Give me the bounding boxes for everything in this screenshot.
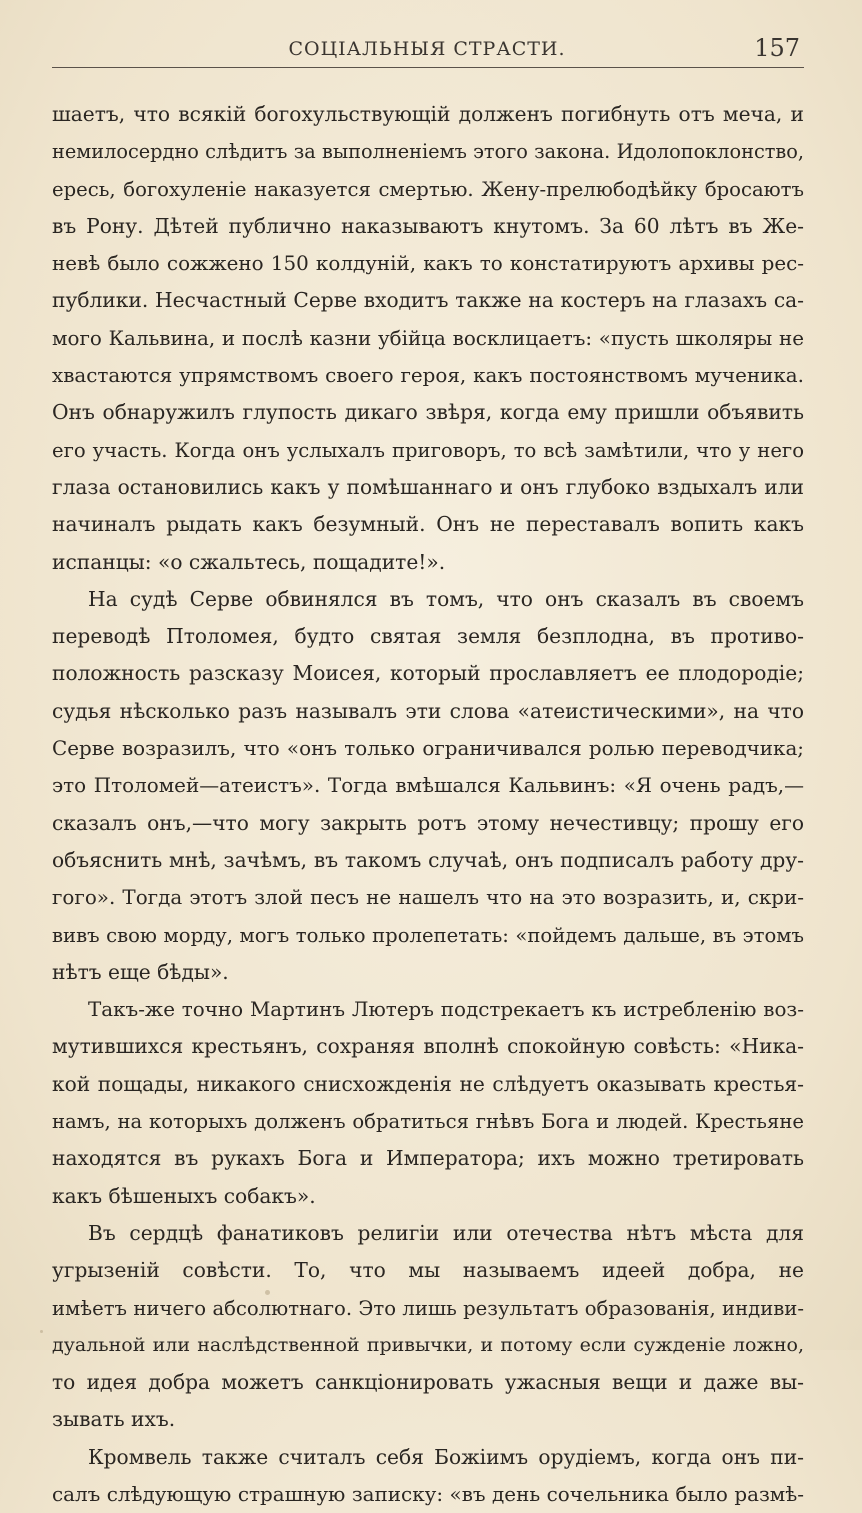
- header-rule: [52, 67, 804, 68]
- text-line: публики. Несчастный Серве входитъ также на костеръ на глазахъ са-: [52, 288, 804, 313]
- text-line: это Птоломей—атеистъ». Тогда вмѣшался Кальвинъ: «Я очень радъ,—: [52, 774, 804, 798]
- text-line: испанцы: «о сжальтесь, пощадите!».: [52, 549, 446, 574]
- text-line: объяснить мнѣ, зачѣмъ, въ такомъ случаѣ, онъ подписалъ работу дру-: [52, 847, 804, 872]
- text-line: кой пощады, никакого снисхожденія не слѣдуетъ оказывать крестья-: [52, 1071, 804, 1096]
- text-line: мутившихся крестьянъ, сохраняя вполнѣ спокойную совѣсть: «Ника-: [52, 1034, 804, 1059]
- text-line: Въ сердцѣ фанатиковъ религіи или отечества нѣтъ мѣста для: [88, 1220, 804, 1245]
- text-line: судья нѣсколько разъ называлъ эти слова «атеистическими», на что: [52, 698, 804, 723]
- text-line: сказалъ онъ,—что могу закрыть ротъ этому нечестивцу; прошу его: [52, 810, 804, 835]
- text-line: дуальной или наслѣдственной привычки, и потому если сужденіе ложно,: [52, 1333, 804, 1356]
- paper-blemish: [265, 1290, 270, 1295]
- text-line: салъ слѣдующую страшную записку: «въ день сочельника было размѣ-: [52, 1482, 804, 1506]
- text-line: положность разсказу Моисея, который прославляетъ ее плодородіе;: [52, 661, 804, 686]
- text-line: начиналъ рыдать какъ безумный. Онъ не переставалъ вопить какъ: [52, 512, 804, 537]
- text-line: зывать ихъ.: [52, 1407, 176, 1432]
- text-line: мого Кальвина, и послѣ казни убійца восклицаетъ: «пусть школяры не: [52, 326, 804, 350]
- text-line: переводѣ Птоломея, будто святая земля безплодна, въ противо-: [52, 624, 804, 649]
- running-title: СОЦІАЛЬНЫЯ СТРАСТИ.: [288, 38, 566, 60]
- text-line: имѣетъ ничего абсолютнаго. Это лишь результатъ образованія, индиви-: [52, 1296, 804, 1320]
- page-body-text: [52, 96, 804, 1513]
- text-line: Онъ обнаружилъ глупость дикаго звѣря, когда ему пришли объявить: [52, 400, 804, 425]
- text-line: угрызеній совѣсти. То, что мы называемъ идеей добра, не: [52, 1258, 804, 1283]
- text-line: находятся въ рукахъ Бога и Императора; ихъ можно третировать: [52, 1146, 804, 1171]
- text-line: намъ, на которыхъ долженъ обратиться гнѣвъ Бога и людей. Крестьяне: [52, 1110, 804, 1134]
- text-line: въ Рону. Дѣтей публично наказываютъ кнутомъ. За 60 лѣтъ въ Же-: [52, 213, 804, 238]
- text-line: невѣ было сожжено 150 колдуній, какъ то констатируютъ архивы рес-: [52, 252, 804, 276]
- text-line: На судѣ Серве обвинялся въ томъ, что онъ сказалъ въ своемъ: [88, 586, 804, 611]
- text-line: глаза остановились какъ у помѣшаннаго и онъ глубоко вздыхалъ или: [52, 474, 804, 499]
- text-line: ересь, богохуленіе наказуется смертью. Жену-прелюбодѣйку бросаютъ: [52, 177, 804, 201]
- text-line: немилосердно слѣдитъ за выполненіемъ этого закона. Идолопоклонство,: [52, 140, 804, 164]
- text-line: Такъ-же точно Мартинъ Лютеръ подстрекаетъ къ истребленію воз-: [88, 998, 804, 1022]
- text-line: какъ бѣшеныхъ собакъ».: [52, 1183, 316, 1208]
- page-number: 157: [754, 34, 800, 62]
- text-line: Серве возразилъ, что «онъ только ограничивался ролью переводчика;: [52, 737, 804, 761]
- text-line: то идея добра можетъ санкціонировать ужасныя вещи и даже вы-: [52, 1370, 804, 1395]
- text-line: его участь. Когда онъ услыхалъ приговоръ, то всѣ замѣтили, что у него: [52, 438, 804, 462]
- running-header: [52, 34, 802, 70]
- paper-blemish: [40, 1330, 43, 1333]
- text-line: нѣтъ еще бѣды».: [52, 959, 229, 984]
- text-line: хвастаются упрямствомъ своего героя, какъ постоянствомъ мученика.: [52, 364, 804, 388]
- text-line: вивъ свою морду, могъ только пролепетать: «пойдемъ дальше, въ этомъ: [52, 923, 804, 947]
- text-line: гого». Тогда этотъ злой песъ не нашелъ что на это возразить, и, скри-: [52, 886, 804, 910]
- text-line: шаетъ, что всякій богохульствующій долженъ погибнуть отъ меча, и: [52, 102, 804, 126]
- text-line: Кромвель также считалъ себя Божіимъ орудіемъ, когда онъ пи-: [88, 1444, 804, 1469]
